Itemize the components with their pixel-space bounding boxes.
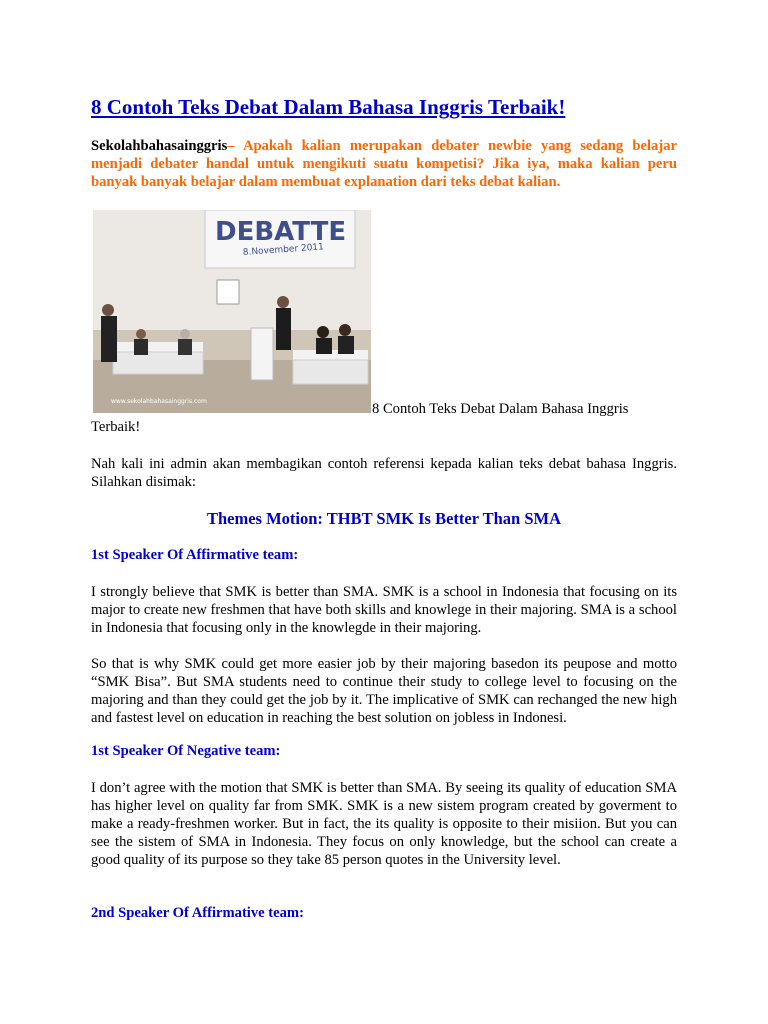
body-paragraph: I strongly believe that SMK is better than SMA. SMK is a school in Indonesia that focusing on its major to create new freshmen that have both skills and knowlege in their majoring. SMA is a school in Indonesia that focusing only in the knowlegde in their majoring.: [91, 584, 677, 636]
image-caption-part2: Terbaik!: [91, 419, 141, 435]
image-caption-part1: 8 Contoh Teks Debat Dalam Bahasa Inggris: [372, 401, 629, 417]
speaker-heading: 2nd Speaker Of Affirmative team:: [91, 905, 304, 921]
speaker-heading: 1st Speaker Of Affirmative team:: [91, 547, 299, 563]
intro-paragraph: [91, 137, 677, 191]
speaker-heading: 1st Speaker Of Negative team:: [91, 743, 281, 759]
body-paragraph: So that is why SMK could get more easier job by their majoring basedon its peupose and motto “SMK Bisa”. But SMA students need to continue their study to college level to focusing on the majoring and than they could get the job by it. The implicative of SMK can rechanged the new high and fastest level on education in reaching the best solution on jobless in Indonesi.: [91, 656, 677, 726]
banner-word: DEBATTE: [215, 217, 347, 247]
photo-watermark: www.sekolahbahasainggris.com: [111, 398, 207, 405]
banner-date: 8.November 2011: [242, 242, 325, 258]
lead-paragraph: Nah kali ini admin akan membagikan contoh referensi kepada kalian teks debat bahasa Inggris. Silahkan disimak:: [91, 456, 677, 490]
intro-source: Sekolahbahasainggris: [91, 138, 228, 154]
motion-heading: Themes Motion: THBT SMK Is Better Than SMA: [206, 509, 562, 528]
debate-photo: [93, 210, 371, 413]
article-title-link[interactable]: 8 Contoh Teks Debat Dalam Bahasa Inggris Terbaik!: [91, 95, 566, 119]
intro-text: – Apakah kalian merupakan debater newbie yang sedang belajar menjadi debater handal untuk mengikuti suatu kompetisi? Jika iya, maka kalian peru banyak banyak belajar dalam membuat explanation dari teks debat kalian.: [91, 138, 677, 190]
body-paragraph: I don’t agree with the motion that SMK is better than SMA. By seeing its quality of education SMA has higher level on quality far from SMK. SMK is a new sistem program created by goverment to make a ready-freshmen worker. But in fact, the its quality is opposite to their misiion. But you can see the sistem of SMA in Indonesia. They focus on only knowledge, but the school can create a good quality of its purpose so they take 85 person quotes in the University level.: [91, 780, 677, 868]
